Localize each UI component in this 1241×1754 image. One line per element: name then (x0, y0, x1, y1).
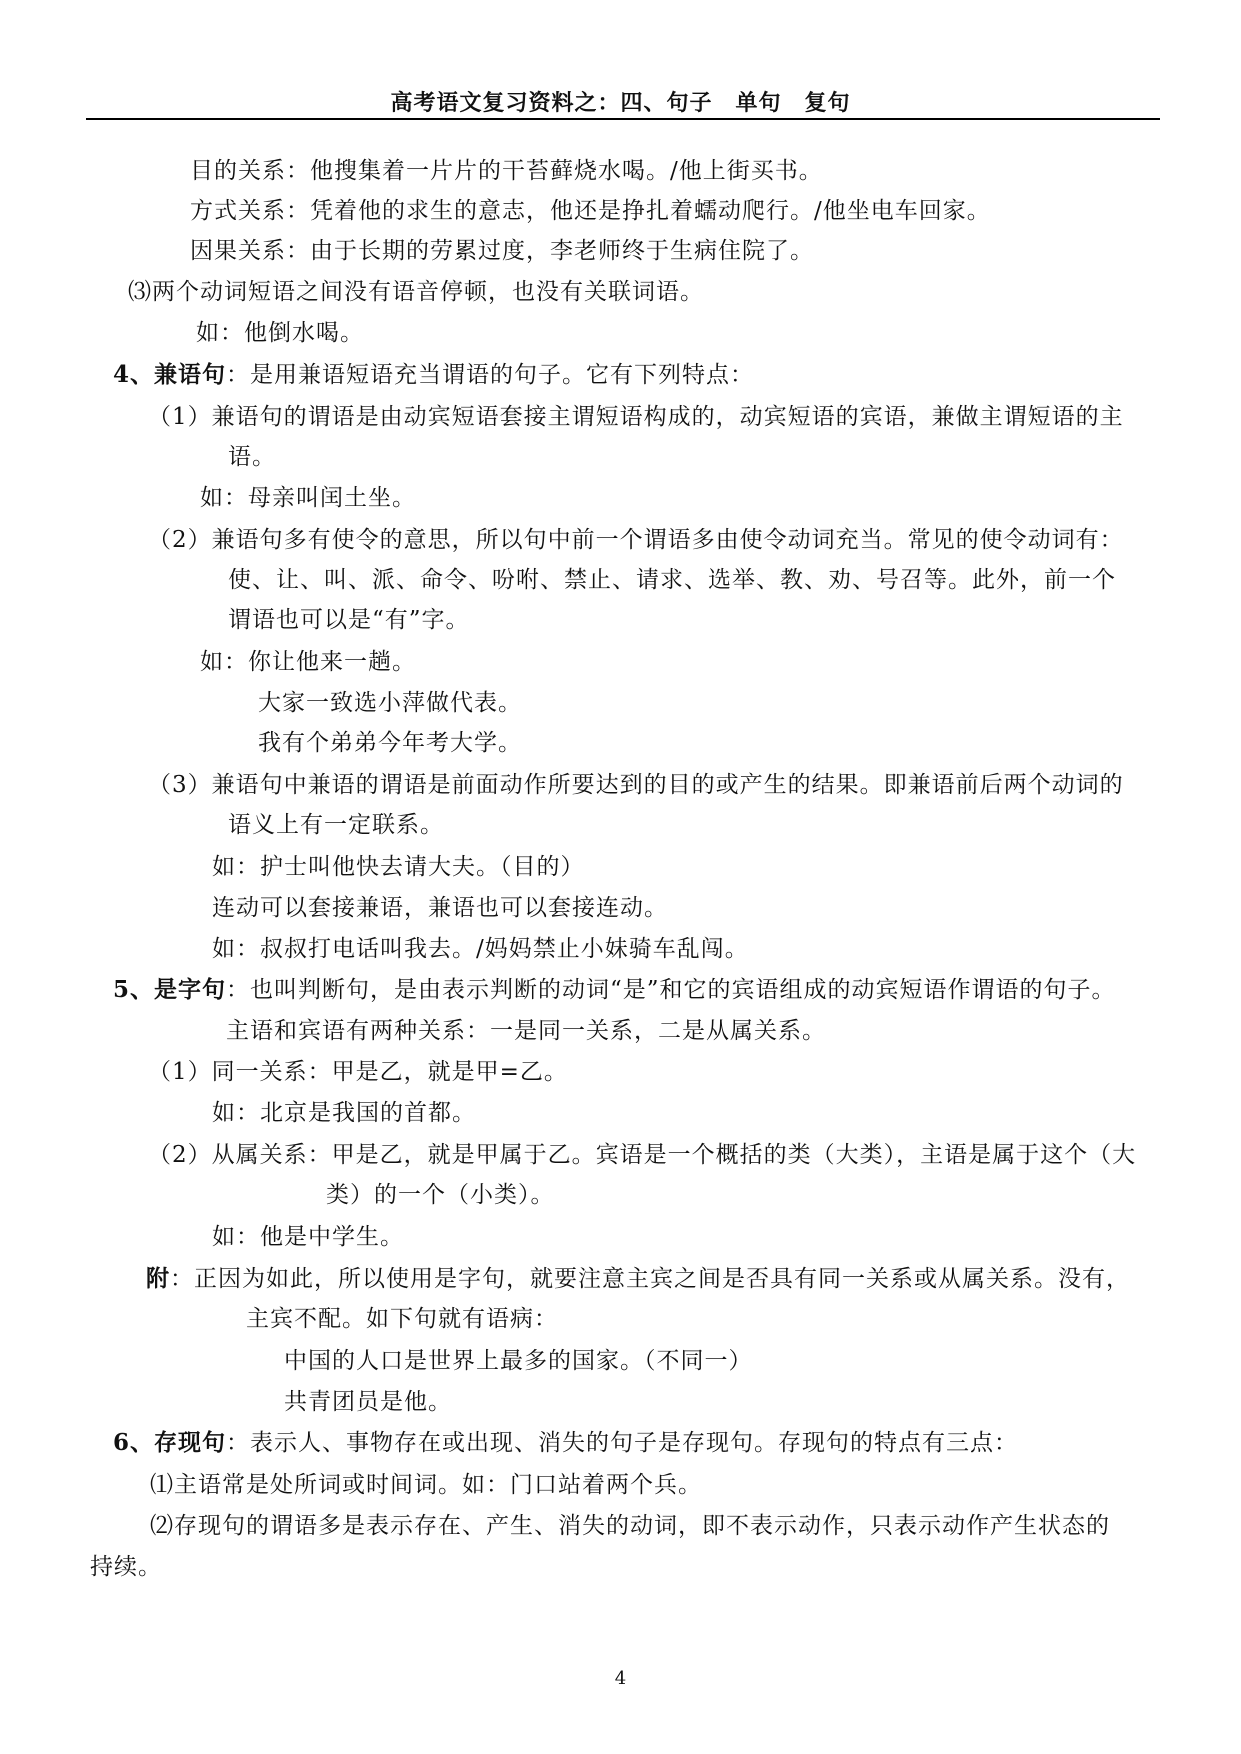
text-line: ⑶两个动词短语之间没有语音停顿，也没有关联词语。 (128, 279, 704, 305)
header-rule (86, 118, 1160, 120)
text-line: 如：母亲叫闰土坐。 (200, 485, 416, 511)
text-line: 目的关系：他搜集着一片片的干苔藓烧水喝。/他上街买书。 (190, 158, 823, 184)
text-line: 如：北京是我国的首都。 (212, 1100, 476, 1126)
section-heading-line: 6、存现句：表示人、事物存在或出现、消失的句子是存现句。存现句的特点有三点： (113, 1429, 1019, 1456)
text-line: 因果关系：由于长期的劳累过度，李老师终于生病住院了。 (190, 238, 814, 264)
text-line: 类）的一个（小类）。 (326, 1182, 555, 1208)
text-line: 如：叔叔打电话叫我去。/妈妈禁止小妹骑车乱闯。 (212, 936, 749, 962)
text-line: 如：他是中学生。 (212, 1224, 404, 1250)
text-line: 我有个弟弟今年考大学。 (258, 730, 522, 756)
text-line: （2）兼语句多有使令的意思，所以句中前一个谓语多由使令动词充当。常见的使令动词有： (148, 527, 1124, 553)
section-heading: 6、存现句 (113, 1429, 227, 1456)
text-line: （2）从属关系：甲是乙，就是甲属于乙。宾语是一个概括的类（大类），主语是属于这个（大 (148, 1142, 1137, 1168)
text-line: 持续。 (90, 1554, 162, 1580)
text-line: 语。 (228, 444, 276, 470)
text-line: 谓语也可以是“有”字。 (228, 607, 470, 633)
section-heading-line: 附：正因为如此，所以使用是字句，就要注意主宾之间是否具有同一关系或从属关系。没有， (146, 1265, 1130, 1292)
text-line: 方式关系：凭着他的求生的意志，他还是挣扎着蠕动爬行。/他坐电车回家。 (190, 198, 991, 224)
text-line: 主语和宾语有两种关系：一是同一关系，二是从属关系。 (226, 1018, 826, 1044)
text-line: 主宾不配。如下句就有语病： (246, 1306, 558, 1332)
section-heading: 5、是字句 (113, 976, 227, 1003)
text-line: （1）兼语句的谓语是由动宾短语套接主谓短语构成的，动宾短语的宾语，兼做主谓短语的主 (148, 404, 1124, 430)
text-line: ⑵存现句的谓语多是表示存在、产生、消失的动词，即不表示动作，只表示动作产生状态的 (150, 1513, 1110, 1539)
page-header-title: 高考语文复习资料之：四、句子 单句 复句 (390, 90, 851, 116)
text-line: （1）同一关系：甲是乙，就是甲=乙。 (148, 1059, 568, 1085)
text-line: 使、让、叫、派、命令、吩咐、禁止、请求、选举、教、劝、号召等。此外，前一个 (228, 567, 1116, 593)
text-line: 中国的人口是世界上最多的国家。（不同一） (284, 1348, 753, 1374)
text-line: 连动可以套接兼语，兼语也可以套接连动。 (212, 895, 668, 921)
text-line: ⑴主语常是处所词或时间词。如：门口站着两个兵。 (150, 1472, 702, 1498)
text-line: 如：你让他来一趟。 (200, 649, 416, 675)
section-heading: 附 (146, 1265, 170, 1292)
text-line: 语义上有一定联系。 (228, 812, 444, 838)
text-line: 大家一致选小萍做代表。 (258, 690, 522, 716)
text-line: 如：护士叫他快去请大夫。（目的） (212, 854, 585, 880)
page-number: 4 (614, 1668, 627, 1689)
section-heading-line: 4、兼语句：是用兼语短语充当谓语的句子。它有下列特点： (113, 361, 755, 388)
text-line: 如：他倒水喝。 (196, 320, 364, 346)
text-line: （3）兼语句中兼语的谓语是前面动作所要达到的目的或产生的结果。即兼语前后两个动词的 (148, 772, 1124, 798)
section-heading: 4、兼语句 (113, 361, 227, 388)
section-heading-line: 5、是字句：也叫判断句，是由表示判断的动词“是”和它的宾语组成的动宾短语作谓语的句子。 (113, 976, 1116, 1003)
text-line: 共青团员是他。 (284, 1389, 452, 1415)
